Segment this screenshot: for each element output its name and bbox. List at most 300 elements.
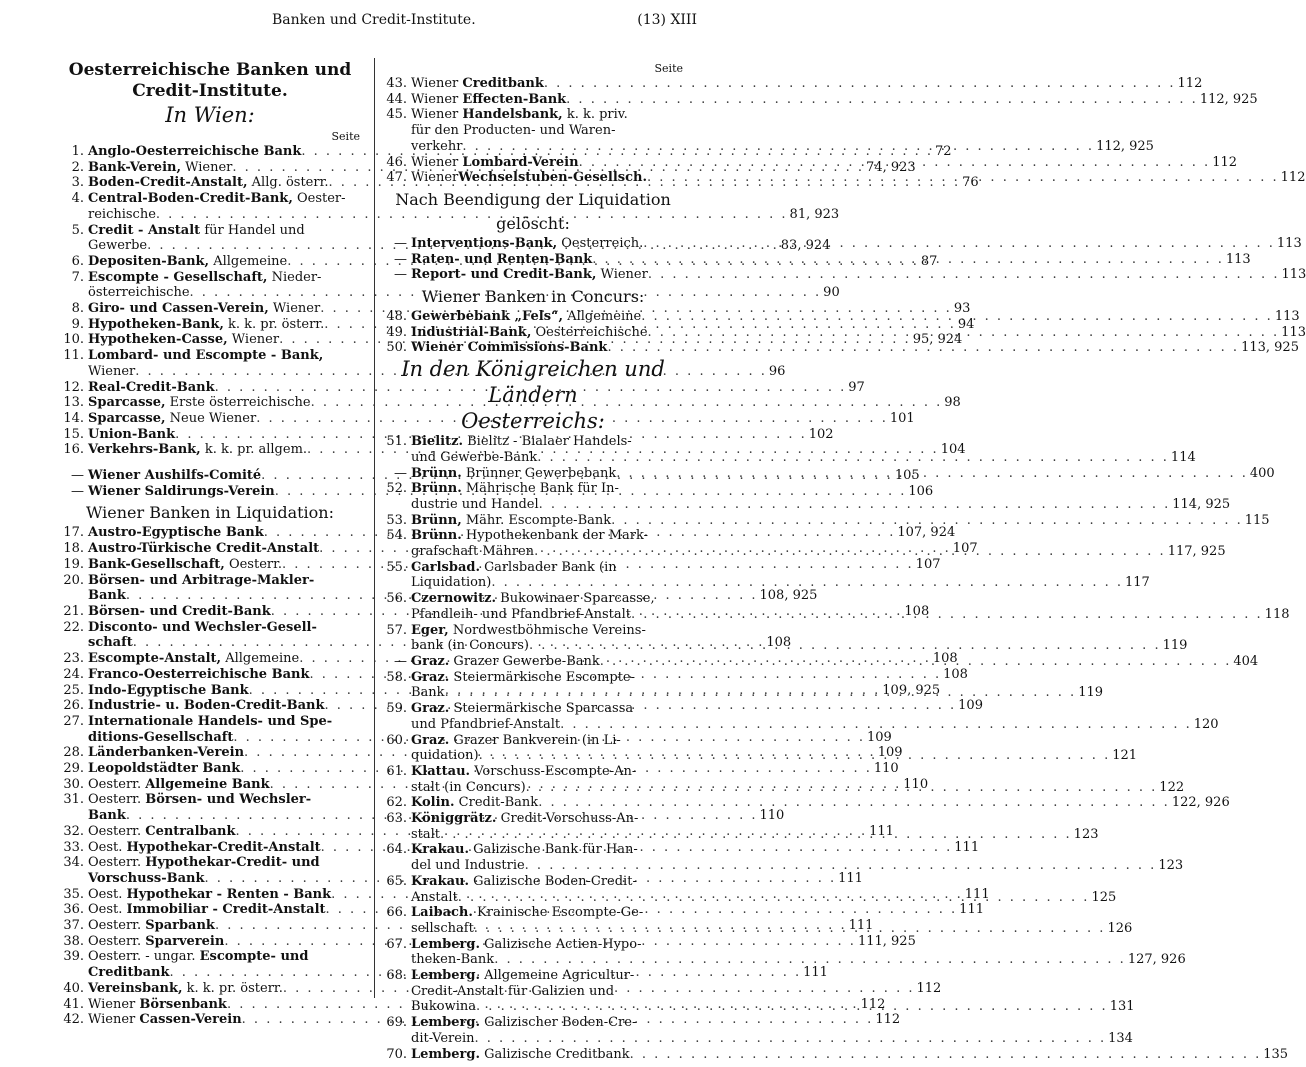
page-reference: 114, 925: [1172, 496, 1231, 512]
entry-number: 26.: [63, 698, 84, 714]
entry-number: —: [394, 251, 407, 267]
entry-number: 61.: [386, 763, 407, 779]
page-reference: 81, 923: [789, 206, 840, 222]
entry-text: [88, 604, 271, 620]
entry-number: 31.: [63, 792, 84, 808]
entry-number: 58.: [386, 669, 407, 685]
entry-text: [411, 968, 634, 984]
running-title: Banken und Credit-Institute.: [272, 12, 476, 28]
page-reference: 117, 925: [1167, 544, 1226, 560]
page-reference: 108, 925: [759, 588, 818, 604]
page-reference: 97: [848, 379, 865, 395]
entry-name: Escompte - Gesellschaft,: [88, 269, 268, 285]
entry-text: [411, 764, 636, 780]
entry-line: [411, 107, 1154, 123]
entry-body: [411, 623, 1187, 654]
dot-leader: [648, 325, 1280, 341]
entry-name: Industrial-Bank,: [411, 324, 532, 340]
entry-line: [411, 1031, 1133, 1047]
entry-text: [411, 1047, 630, 1063]
entry-description: für Handel und: [200, 222, 305, 238]
page-reference: 111: [803, 965, 828, 981]
entry-number: 15.: [63, 426, 84, 442]
entry-line: [411, 701, 1219, 717]
dot-leader: [641, 309, 1273, 325]
entry-description: Wiener: [181, 159, 233, 175]
entry-name: Brünn.: [411, 465, 462, 481]
entry-description: Bank: [411, 685, 445, 701]
entry-body: [411, 466, 1275, 482]
entry-description: Wiener: [227, 332, 280, 348]
entry-name: Escompte- und: [199, 949, 309, 965]
entry-description: Oest.: [88, 902, 127, 918]
entry-description: Wiener: [411, 154, 463, 170]
dot-leader: [648, 267, 1280, 283]
entry-line: [411, 267, 1306, 283]
entry-text: [411, 921, 474, 937]
entry-text: [88, 160, 232, 176]
entry-text: [411, 76, 544, 92]
entry-text: [411, 701, 633, 717]
entry-name: Internationale Handels- und Spe-: [88, 713, 333, 729]
section-heading: Oesterreichische Banken und: [68, 60, 352, 80]
page-reference: 101: [889, 410, 915, 426]
entry-number: 21.: [63, 603, 84, 619]
section-title: Nach Beendigung der Liquidation: [395, 189, 671, 209]
page-number: (13) XIII: [637, 12, 697, 28]
entry-description: Brünner Gewerbebank: [461, 465, 617, 481]
entry-text: [88, 871, 204, 887]
section-title: Wiener Banken in Concurs:: [421, 287, 645, 307]
index-entry: [383, 91, 1258, 108]
entry-name: Kolin.: [411, 795, 455, 811]
entry-number: 14.: [63, 410, 84, 426]
page-reference: 107, 924: [897, 525, 956, 541]
entry-description: Oesterr.: [88, 823, 146, 839]
dot-leader: [630, 1047, 1262, 1063]
page-column-label: Seite: [654, 62, 683, 75]
entry-text: [411, 1031, 474, 1047]
entry-number: 42.: [63, 1012, 84, 1028]
entry-name: Sparcasse,: [88, 410, 166, 426]
entry-number: 34.: [63, 855, 84, 871]
entry-description: Galizische Boden-Credit-: [468, 873, 637, 889]
entry-text: [88, 395, 311, 411]
entry-name: Bank: [88, 588, 126, 604]
entry-number: —: [394, 267, 407, 283]
entry-number: 2.: [71, 159, 84, 175]
page-reference: 102: [808, 426, 834, 442]
entry-body: [411, 434, 1196, 465]
page-reference: 400: [1249, 465, 1275, 481]
entry-number: 48.: [386, 309, 407, 325]
entry-description: Grazer Gewerbe-Bank: [449, 653, 600, 669]
entry-line: [411, 544, 1226, 560]
entry-description: und Gewerbe-Bank: [411, 449, 538, 465]
entry-body: [411, 670, 1103, 701]
entry-description: Wiener: [411, 107, 463, 123]
entry-name: Laibach.: [411, 905, 473, 921]
entry-text: [411, 795, 538, 811]
entry-name: Franco-Oesterreichische Bank: [88, 666, 310, 682]
entry-description: Steiermärkische Sparcassa: [449, 701, 634, 717]
entry-description: Wiener: [88, 996, 140, 1012]
entry-number: 16.: [63, 442, 84, 458]
entry-text: [411, 952, 494, 968]
section-heading: Credit-Institute.: [132, 81, 288, 101]
entry-description: Galizische Actien-Hypo-: [480, 936, 642, 952]
entry-number: 30.: [63, 776, 84, 792]
entry-text: [411, 874, 637, 890]
page-reference: 112, 925: [1096, 138, 1154, 154]
entry-name: Bank-Gesellschaft,: [88, 556, 225, 572]
index-entry: [383, 1046, 1289, 1063]
entry-text: [88, 411, 256, 427]
dot-leader: [592, 252, 1224, 268]
entry-description: k. k. pr. österr.: [223, 316, 325, 332]
entry-name: Verkehrs-Bank,: [88, 442, 201, 458]
section-subheading: Oesterreichs:: [461, 409, 605, 434]
index-entry: [383, 267, 1306, 283]
entry-number: 40.: [63, 980, 84, 996]
entry-name: Hypothekar-Credit-Anstalt: [126, 839, 321, 855]
entry-line: [411, 623, 1187, 639]
entry-description: Allgemeine Agricultur-: [480, 968, 635, 984]
entry-text: [88, 777, 270, 793]
page-reference: 108: [943, 666, 968, 682]
entry-name: Vorschuss-Bank: [88, 870, 205, 886]
entry-body: [411, 764, 1184, 795]
entry-description: Wiener: [88, 1012, 140, 1028]
entry-text: [411, 139, 462, 155]
entry-description: Mähr. Escompte-Bank: [461, 512, 612, 528]
entry-name: Krakau.: [411, 873, 469, 889]
entry-line: [411, 874, 1116, 890]
entry-number: 33.: [63, 839, 84, 855]
entry-description: Wiener: [411, 91, 463, 107]
entry-text: [88, 667, 309, 683]
entry-name: Boden-Credit-Anstalt,: [88, 175, 248, 191]
entry-description: Allgemeine: [563, 309, 642, 325]
entry-name: Börsenbank: [139, 996, 227, 1012]
entry-number: 43.: [386, 76, 407, 91]
entry-line: [411, 811, 1099, 827]
entry-body: [411, 252, 1251, 268]
entry-number: 59.: [386, 701, 407, 717]
dot-leader: [643, 236, 1275, 252]
entry-description: Gewerbe: [88, 238, 148, 254]
entry-name: Czernowitz.: [411, 591, 497, 607]
entry-line: [411, 717, 1219, 733]
entry-name: Lemberg.: [411, 936, 480, 952]
entry-body: [411, 811, 1099, 842]
entry-description: del und Industrie: [411, 858, 525, 874]
entry-name: Union-Bank: [88, 426, 176, 442]
dot-leader: [445, 682, 1077, 701]
entry-line: [411, 466, 1275, 482]
entry-description: österreichische: [88, 285, 190, 301]
section-title: Wiener Banken in Liquidation:: [86, 503, 334, 523]
entry-line: [411, 575, 1150, 591]
entry-line: [411, 733, 1137, 749]
entry-name: Wiener Aushilfs-Comité: [88, 468, 262, 484]
page-reference: 112: [860, 996, 886, 1012]
entry-text: [88, 380, 215, 396]
entry-body: [411, 1047, 1288, 1063]
entry-description: Allg. österr.: [247, 175, 329, 191]
entry-name: Giro- und Cassen-Verein,: [88, 301, 269, 317]
entry-description: Wiener: [411, 76, 463, 91]
entry-description: Nieder-: [267, 269, 322, 285]
page-reference: 122: [1159, 779, 1185, 795]
entry-name: Immobiliar - Credit-Anstalt: [126, 902, 326, 918]
entry-text: [88, 949, 308, 965]
entry-line: [411, 591, 1290, 607]
entry-text: [88, 997, 227, 1013]
entry-number: —: [71, 483, 84, 499]
entry-line: [411, 513, 1270, 529]
entry-text: [88, 484, 275, 500]
page-reference: 135: [1263, 1046, 1289, 1062]
section-title: gelöscht:: [496, 213, 570, 233]
entry-line: [411, 76, 1202, 92]
entry-number: 27.: [63, 713, 84, 729]
entry-number: 51.: [386, 434, 407, 450]
entry-number: 65.: [386, 873, 407, 889]
entry-text: [411, 1015, 636, 1031]
entry-line: [411, 937, 1186, 953]
page-reference: 117: [1125, 575, 1150, 591]
page-reference: 113: [1276, 235, 1302, 251]
entry-number: 53.: [386, 512, 407, 528]
entry-text: [88, 191, 346, 207]
entry-text: [88, 683, 249, 699]
entry-name: Wechselstuben-Gesellsch.: [458, 170, 648, 186]
entry-name: Interventions-Bank,: [411, 235, 558, 251]
entry-body: [411, 968, 1135, 1015]
entry-line: [411, 236, 1302, 252]
index-entry: [383, 76, 1203, 92]
page-reference: 134: [1108, 1030, 1133, 1046]
entry-name: Lombard-Verein: [462, 154, 579, 170]
entry-description: Oesterr.: [88, 855, 146, 871]
entry-line: [411, 155, 1237, 171]
entry-name: Brünn.: [411, 481, 462, 497]
entry-name: Depositen-Bank,: [88, 253, 210, 269]
entry-number: 35.: [63, 886, 84, 902]
entry-body: [411, 513, 1270, 529]
entry-line: [411, 952, 1186, 968]
page-reference: 90: [823, 285, 840, 301]
entry-description: Bukowinaer Sparcasse,: [496, 591, 655, 607]
entry-text: [411, 905, 643, 921]
entry-text: [411, 434, 632, 450]
dot-leader: [474, 1031, 1106, 1047]
page-reference: 126: [1107, 920, 1133, 936]
entry-text: [411, 575, 491, 591]
entry-number: 28.: [63, 745, 84, 761]
page-reference: 108: [766, 635, 792, 651]
entry-name: Brünn,: [411, 512, 462, 528]
entry-name: Disconto- und Wechsler-Gesell-: [88, 619, 317, 635]
entry-name: Report- und Credit-Bank,: [411, 267, 597, 283]
entry-description: dustrie und Handel: [411, 496, 539, 512]
page-reference: 109: [867, 729, 892, 745]
entry-name: Leopoldstädter Bank: [88, 761, 241, 777]
entry-text: [411, 528, 648, 544]
entry-body: [411, 701, 1219, 732]
page-reference: 110: [903, 776, 929, 792]
dot-leader: [526, 780, 1158, 796]
page-reference: 96: [768, 363, 786, 379]
entry-body: [411, 560, 1150, 591]
entry-description: Oest.: [88, 886, 127, 902]
entry-text: [88, 635, 133, 651]
entry-description: Allgemeine: [209, 253, 288, 269]
entry-text: [88, 698, 325, 714]
page-reference: 111: [959, 902, 984, 918]
entry-number: 3.: [71, 175, 84, 191]
entry-name: Centralbank: [145, 823, 236, 839]
entry-text: [88, 442, 307, 458]
entry-text: [88, 427, 175, 443]
entry-number: 20.: [63, 572, 84, 588]
dot-leader: [611, 513, 1243, 529]
running-header: [0, 12, 733, 34]
entry-body: [411, 170, 1305, 186]
entry-number: 23.: [63, 651, 84, 667]
entry-text: [88, 855, 320, 871]
entry-name: Hypotheken-Bank,: [88, 316, 224, 332]
dot-leader: [474, 921, 1106, 937]
index-entry: [383, 512, 1270, 529]
dot-leader: [494, 952, 1126, 968]
page-reference: 112: [875, 1012, 901, 1028]
dot-leader: [462, 139, 1094, 155]
entry-name: Effecten-Bank: [462, 91, 567, 107]
entry-text: [411, 607, 631, 623]
page-reference: 76: [962, 175, 979, 191]
entry-body: [411, 325, 1306, 341]
entry-description: Oesterr.: [224, 556, 283, 572]
dot-leader: [538, 795, 1170, 811]
page-reference: 72: [935, 144, 952, 159]
entry-name: Real-Credit-Bank: [88, 379, 215, 395]
entry-description: Bielitz - Bialaer Handels-: [463, 434, 632, 450]
entry-name: Graz.: [411, 653, 450, 669]
page-reference: 110: [759, 808, 785, 824]
entry-text: [88, 468, 261, 484]
entry-number: 57.: [386, 622, 407, 638]
entry-line: [411, 1047, 1288, 1063]
dot-leader: [525, 858, 1157, 874]
entry-number: 52.: [386, 481, 407, 497]
page-reference: 112: [1280, 170, 1306, 186]
page-reference: 108: [932, 651, 958, 667]
entry-text: [411, 937, 641, 953]
entry-name: Handelsbank,: [462, 107, 563, 123]
entry-text: [411, 466, 616, 482]
entry-body: [411, 340, 1299, 356]
entry-text: [88, 525, 264, 541]
entry-description: Neue Wiener: [165, 410, 257, 426]
entry-number: 19.: [63, 556, 84, 572]
entry-description: Credit-Anstalt für Galizien und: [411, 983, 615, 999]
page-reference: 112: [1212, 154, 1238, 170]
entry-line: [411, 921, 1132, 937]
entry-line: [411, 654, 1258, 670]
entry-number: 11.: [63, 348, 84, 364]
entry-line: [411, 748, 1137, 764]
index-entry: [60, 682, 941, 699]
dot-leader: [600, 654, 1232, 670]
entry-text: [411, 544, 534, 560]
entry-name: Industrie- u. Boden-Credit-Bank: [88, 698, 325, 714]
dot-leader: [566, 92, 1198, 108]
entry-number: 4.: [71, 191, 84, 207]
entry-text: [88, 588, 126, 604]
entry-number: 5.: [71, 222, 84, 238]
entry-body: [411, 309, 1300, 325]
entry-name: Klattau.: [411, 763, 471, 779]
entry-text: [411, 733, 621, 749]
entry-description: k. k. pr. österr.: [182, 980, 283, 996]
entry-line: [411, 996, 1135, 1015]
entry-number: 56.: [386, 591, 407, 607]
dot-leader: [647, 170, 1279, 186]
dot-leader: [537, 450, 1169, 466]
entry-number: 46.: [386, 154, 407, 170]
entry-name: Wiener Saldirungs-Verein: [88, 483, 275, 499]
entry-body: [411, 267, 1306, 283]
entry-description: Bukowina: [411, 999, 477, 1015]
entry-name: Lombard- und Escompte - Bank,: [88, 348, 324, 364]
entry-text: [88, 301, 320, 317]
entry-name: Brünn.: [411, 528, 462, 544]
page-reference: 113: [1281, 324, 1306, 340]
entry-text: [411, 92, 566, 108]
page-reference: 107: [952, 541, 978, 557]
entry-description: Oesterr.: [88, 918, 146, 934]
entry-line: [411, 434, 1196, 450]
entry-description: Allgemeine: [221, 651, 300, 667]
entry-text: [411, 513, 611, 529]
page-reference: 94: [957, 316, 975, 332]
page-reference: 74, 923: [866, 159, 916, 175]
entry-description: Wiener: [268, 301, 321, 317]
entry-description: dit-Verein: [411, 1030, 475, 1046]
entry-description: k. k. priv.: [562, 107, 628, 123]
entry-text: [88, 761, 240, 777]
entry-name: Cassen-Verein: [139, 1012, 242, 1028]
entry-name: ditions-Gesellschaft: [88, 729, 234, 745]
page-reference: 112: [916, 980, 942, 996]
page-column-label: Seite: [331, 130, 360, 143]
entry-line: [411, 858, 1183, 874]
entry-text: [88, 934, 224, 950]
entry-description: Galizischer Boden-Cre-: [480, 1015, 637, 1031]
entry-line: [411, 984, 1135, 1000]
entry-name: Bielitz.: [411, 434, 463, 450]
entry-description: Wiener: [88, 363, 136, 379]
dot-leader: [534, 544, 1166, 560]
entry-number: 36.: [63, 902, 84, 918]
entry-description: Wiener: [411, 170, 459, 186]
entry-number: 63.: [386, 811, 407, 827]
entry-description: Pfandleih- und Pfandbrief-Anstalt: [411, 606, 632, 622]
entry-text: [88, 175, 329, 191]
entry-text: [411, 890, 458, 906]
